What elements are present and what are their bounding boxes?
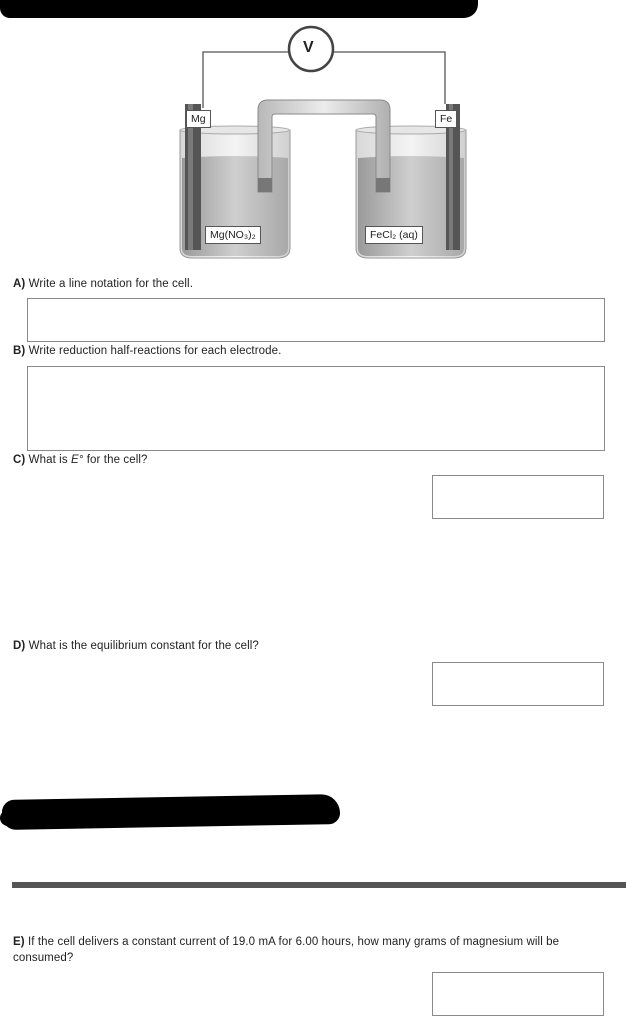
question-d: D) What is the equilibrium constant for the cell?	[13, 640, 259, 652]
redaction-middle-edge	[0, 810, 40, 826]
electrode-label-fe: Fe	[435, 110, 457, 128]
redaction-middle	[2, 794, 340, 830]
solution-label-left: Mg(NO₃)₂	[205, 226, 261, 244]
voltmeter-label: V	[303, 39, 314, 56]
answer-box-c[interactable]	[432, 475, 604, 519]
answer-box-a[interactable]	[27, 298, 605, 342]
answer-box-d[interactable]	[432, 662, 604, 706]
question-c: C) What is E° for the cell?	[13, 454, 148, 466]
electrode-label-mg: Mg	[186, 110, 211, 128]
question-b: B) Write reduction half-reactions for each electrode.	[13, 345, 282, 357]
question-a: A) Write a line notation for the cell.	[13, 278, 194, 290]
answer-box-b[interactable]	[27, 366, 605, 451]
answer-box-e[interactable]	[432, 972, 604, 1016]
solution-label-right: FeCl₂ (aq)	[365, 226, 423, 244]
wire	[334, 52, 445, 104]
section-divider	[12, 882, 626, 888]
question-e: E) If the cell delivers a constant current of 19.0 mA for 6.00 hours, how many grams of magnesium will be consumed?	[13, 936, 560, 964]
